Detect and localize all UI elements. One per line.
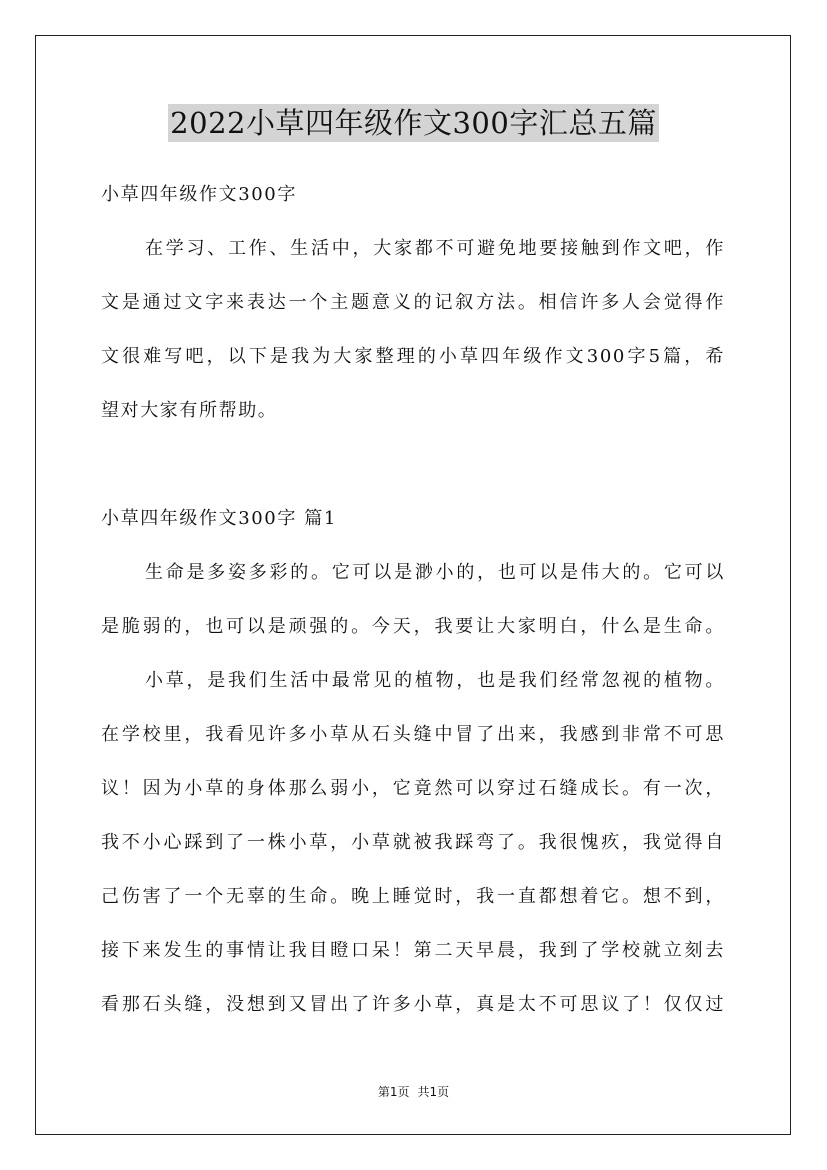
document-title-text: 2022小草四年级作文300字汇总五篇 — [170, 106, 657, 140]
para-2-line-1: 小草，是我们生活中最常见的植物，也是我们经常忽视的植物。 — [145, 670, 725, 691]
intro-line-2: 文是通过文字来表达一个主题意义的记叙方法。相信许多人会觉得作 — [101, 292, 725, 313]
para-2-line-3: 议！因为小草的身体那么弱小，它竟然可以穿过石缝成长。有一次， — [101, 778, 725, 799]
page-number: 第1页 — [377, 1085, 410, 1099]
page-total: 共1页 — [417, 1085, 450, 1099]
intro-line-1: 在学习、工作、生活中，大家都不可避免地要接触到作文吧，作 — [145, 238, 725, 259]
intro-heading: 小草四年级作文300字 — [101, 184, 297, 205]
page-footer — [0, 1084, 827, 1100]
para-2-line-4: 我不小心踩到了一株小草，小草就被我踩弯了。我很愧疚，我觉得自 — [101, 832, 725, 853]
para-2-line-7: 看那石头缝，没想到又冒出了许多小草，真是太不可思议了！仅仅过 — [101, 994, 725, 1015]
intro-line-4: 望对大家有所帮助。 — [101, 400, 278, 421]
document-title — [0, 103, 827, 143]
para-2-line-2: 在学校里，我看见许多小草从石头缝中冒了出来，我感到非常不可思 — [101, 724, 725, 745]
intro-line-3: 文很难写吧，以下是我为大家整理的小草四年级作文300字5篇，希 — [101, 346, 725, 367]
para-2-line-5: 己伤害了一个无辜的生命。晚上睡觉时，我一直都想着它。想不到， — [101, 886, 725, 907]
para-2-line-6: 接下来发生的事情让我目瞪口呆！第二天早晨，我到了学校就立刻去 — [101, 940, 725, 961]
para-1-line-1: 生命是多姿多彩的。它可以是渺小的，也可以是伟大的。它可以 — [145, 562, 725, 583]
para-1-line-2: 是脆弱的，也可以是顽强的。今天，我要让大家明白，什么是生命。 — [101, 616, 725, 637]
section-1-heading: 小草四年级作文300字 篇1 — [101, 508, 337, 529]
